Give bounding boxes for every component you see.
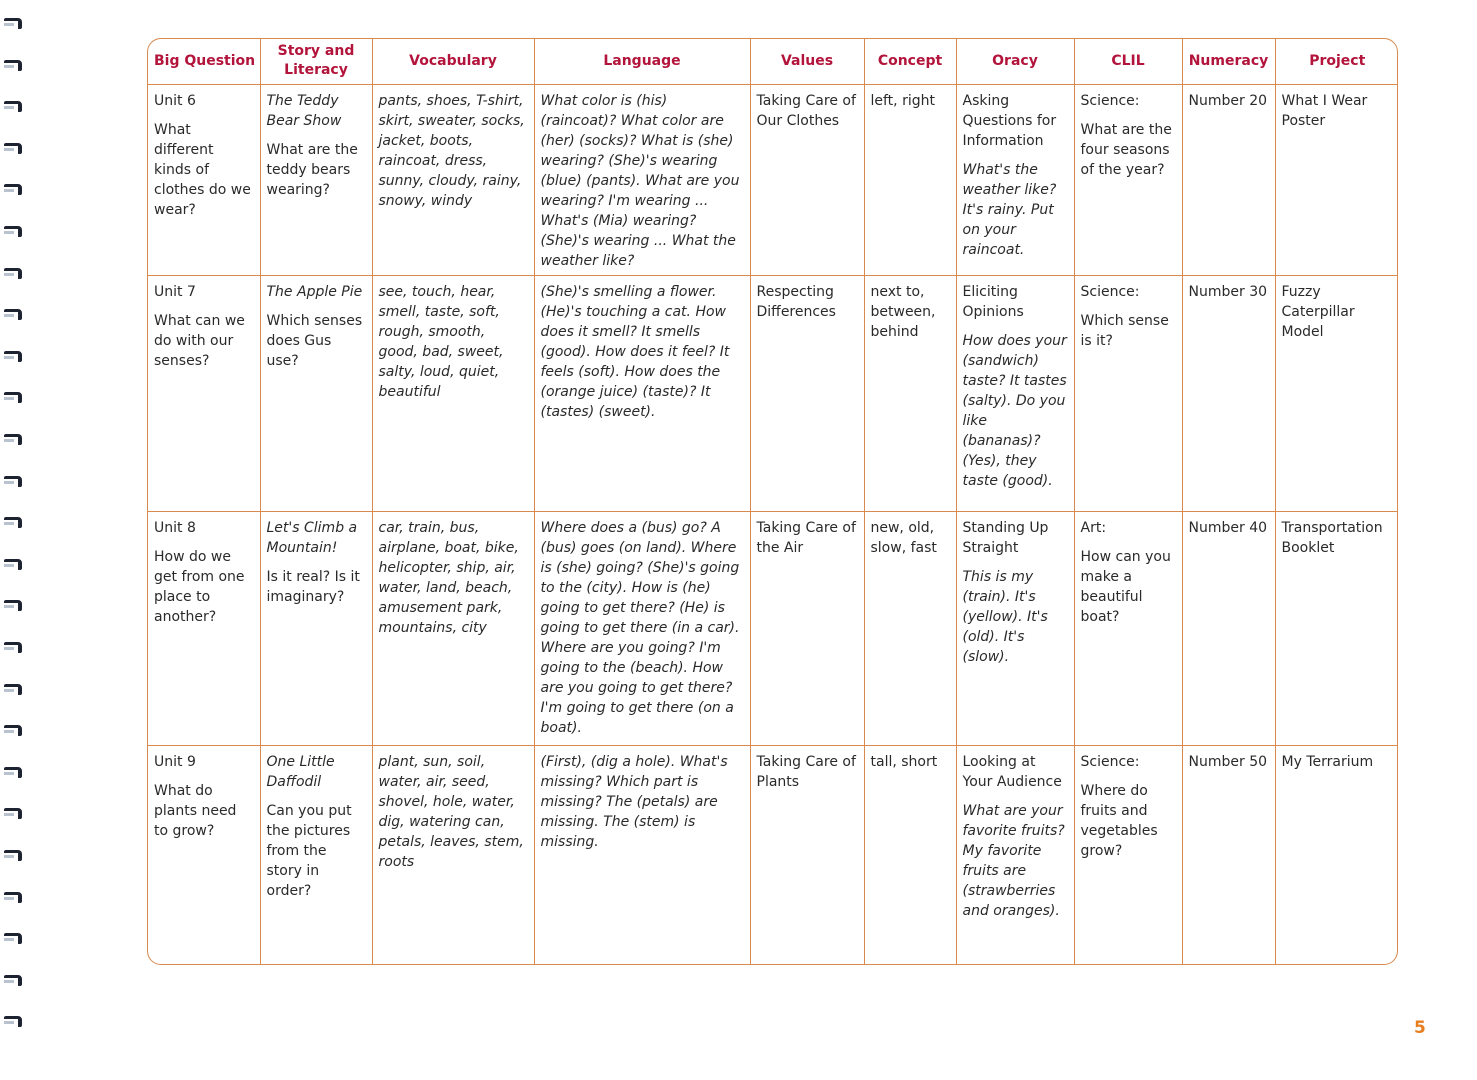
clil-cell [1074, 275, 1182, 511]
numeracy-cell: Number 30 [1182, 275, 1275, 511]
oracy-example: What are your favorite fruits? My favorite fruits are (strawberries and oranges). [962, 802, 1065, 919]
unit-label: Unit 7 [154, 283, 196, 300]
clil-question: Where do fruits and vegetables grow? [1080, 782, 1158, 859]
spiral-ring [4, 933, 22, 944]
oracy-example: What's the weather like? It's rainy. Put on your raincoat. [962, 161, 1057, 258]
big-question-cell [148, 84, 260, 275]
big-question-cell [148, 511, 260, 745]
spiral-ring [4, 434, 22, 445]
oracy-cell [956, 275, 1074, 511]
vocabulary-cell: plant, sun, soil, water, air, seed, shovel, hole, water, dig, watering can, petals, leaves, stem, roots [372, 745, 534, 964]
concept-cell: new, old, slow, fast [864, 511, 956, 745]
spiral-ring [4, 517, 22, 528]
story-question: Is it real? Is it imaginary? [266, 568, 360, 605]
spiral-ring [4, 18, 22, 29]
spiral-ring [4, 143, 22, 154]
concept-cell: tall, short [864, 745, 956, 964]
oracy-cell [956, 745, 1074, 964]
clil-cell [1074, 511, 1182, 745]
header-big-question: Big Question [148, 39, 260, 84]
concept-cell: left, right [864, 84, 956, 275]
story-question: What are the teddy bears wearing? [266, 141, 358, 198]
values-cell: Taking Care of Plants [750, 745, 864, 964]
values-cell: Respecting Differences [750, 275, 864, 511]
clil-subject: Science: [1080, 753, 1140, 770]
unit-label: Unit 8 [154, 519, 196, 536]
unit-label: Unit 9 [154, 753, 196, 770]
oracy-cell [956, 84, 1074, 275]
language-cell: (She)'s smelling a flower. (He)'s touching a cat. How does it smell? It smells (good). How does it feel? It feels (soft). How does the (orange juice) (taste)? It (tastes) (sweet). [534, 275, 750, 511]
table-row [148, 745, 1398, 964]
header-numeracy: Numeracy [1182, 39, 1275, 84]
oracy-title: Eliciting Opinions [962, 283, 1024, 320]
values-cell: Taking Care of the Air [750, 511, 864, 745]
oracy-title: Standing Up Straight [962, 519, 1049, 556]
big-question-cell [148, 275, 260, 511]
spiral-ring [4, 268, 22, 279]
table-row [148, 275, 1398, 511]
story-title: The Apple Pie [266, 283, 363, 300]
oracy-title: Looking at Your Audience [962, 753, 1062, 790]
vocabulary-cell: see, touch, hear, smell, taste, soft, rough, smooth, good, bad, sweet, salty, loud, quiet, beautiful [372, 275, 534, 511]
spiral-ring [4, 808, 22, 819]
story-cell [260, 745, 372, 964]
clil-cell [1074, 84, 1182, 275]
page-number: 5 [1414, 1018, 1426, 1038]
spiral-ring [4, 476, 22, 487]
spiral-ring [4, 351, 22, 362]
spiral-ring [4, 642, 22, 653]
spiral-ring [4, 725, 22, 736]
big-question-text: How do we get from one place to another? [154, 548, 245, 625]
unit-label: Unit 6 [154, 92, 196, 109]
spiral-binding [0, 0, 30, 1080]
big-question-cell [148, 745, 260, 964]
spiral-ring [4, 60, 22, 71]
header-story: Story and Literacy [260, 39, 372, 84]
spiral-ring [4, 600, 22, 611]
oracy-cell [956, 511, 1074, 745]
table-row [148, 84, 1398, 275]
clil-subject: Science: [1080, 283, 1140, 300]
spiral-ring [4, 892, 22, 903]
big-question-text: What different kinds of clothes do we wear? [154, 121, 251, 218]
vocabulary-cell: car, train, bus, airplane, boat, bike, helicopter, ship, air, water, land, beach, amusement park, mountains, city [372, 511, 534, 745]
spiral-ring [4, 226, 22, 237]
project-cell: What I Wear Poster [1275, 84, 1398, 275]
spiral-ring [4, 850, 22, 861]
story-title: Let's Climb a Mountain! [266, 519, 358, 556]
story-cell [260, 84, 372, 275]
vocabulary-cell: pants, shoes, T-shirt, skirt, sweater, socks, jacket, boots, raincoat, dress, sunny, cloudy, rainy, snowy, windy [372, 84, 534, 275]
header-vocabulary: Vocabulary [372, 39, 534, 84]
language-cell: Where does a (bus) go? A (bus) goes (on land). Where is (she) going? (She)'s going to the (city). How is (he) going to get there? (He) is going to get there (in a car). Where are you going? I'm going to the (beach). How are you going to get there? I'm going to get there (on a boat). [534, 511, 750, 745]
project-cell: Transportation Booklet [1275, 511, 1398, 745]
values-cell: Taking Care of Our Clothes [750, 84, 864, 275]
story-title: The Teddy Bear Show [266, 92, 342, 129]
spiral-ring [4, 184, 22, 195]
clil-question: Which sense is it? [1080, 312, 1169, 349]
clil-question: How can you make a beautiful boat? [1080, 548, 1171, 625]
header-row [148, 39, 1398, 84]
numeracy-cell: Number 50 [1182, 745, 1275, 964]
header-concept: Concept [864, 39, 956, 84]
story-cell [260, 275, 372, 511]
numeracy-cell: Number 40 [1182, 511, 1275, 745]
header-oracy: Oracy [956, 39, 1074, 84]
header-clil: CLIL [1074, 39, 1182, 84]
clil-subject: Art: [1080, 519, 1107, 536]
language-cell: (First), (dig a hole). What's missing? Which part is missing? The (petals) are missing. The (stem) is missing. [534, 745, 750, 964]
spiral-ring [4, 684, 22, 695]
header-project: Project [1275, 39, 1398, 84]
project-cell: Fuzzy Caterpillar Model [1275, 275, 1398, 511]
spiral-ring [4, 767, 22, 778]
language-cell: What color is (his) (raincoat)? What color are (her) (socks)? What is (she) wearing? (She)'s wearing (blue) (pants). What are you wearing? I'm wearing ... What's (Mia) wearing? (She)'s wearing ... What the weather like? [534, 84, 750, 275]
oracy-example: This is my (train). It's (yellow). It's (old). It's (slow). [962, 568, 1048, 665]
header-values: Values [750, 39, 864, 84]
story-question: Which senses does Gus use? [266, 312, 363, 369]
spiral-ring [4, 559, 22, 570]
story-question: Can you put the pictures from the story in order? [266, 802, 352, 899]
big-question-text: What can we do with our senses? [154, 312, 245, 369]
clil-question: What are the four seasons of the year? [1080, 121, 1172, 178]
header-language: Language [534, 39, 750, 84]
big-question-text: What do plants need to grow? [154, 782, 237, 839]
oracy-example: How does your (sandwich) taste? It tastes (salty). Do you like (bananas)? (Yes), they taste (good). [962, 332, 1067, 489]
clil-subject: Science: [1080, 92, 1140, 109]
concept-cell: next to, between, behind [864, 275, 956, 511]
clil-cell [1074, 745, 1182, 964]
spiral-ring [4, 1016, 22, 1027]
spiral-ring [4, 101, 22, 112]
story-title: One Little Daffodil [266, 753, 335, 790]
table-row [148, 511, 1398, 745]
spiral-ring [4, 392, 22, 403]
numeracy-cell: Number 20 [1182, 84, 1275, 275]
story-cell [260, 511, 372, 745]
spiral-ring [4, 309, 22, 320]
spiral-ring [4, 975, 22, 986]
oracy-title: Asking Questions for Information [962, 92, 1057, 149]
syllabus-table [147, 38, 1398, 965]
project-cell: My Terrarium [1275, 745, 1398, 964]
